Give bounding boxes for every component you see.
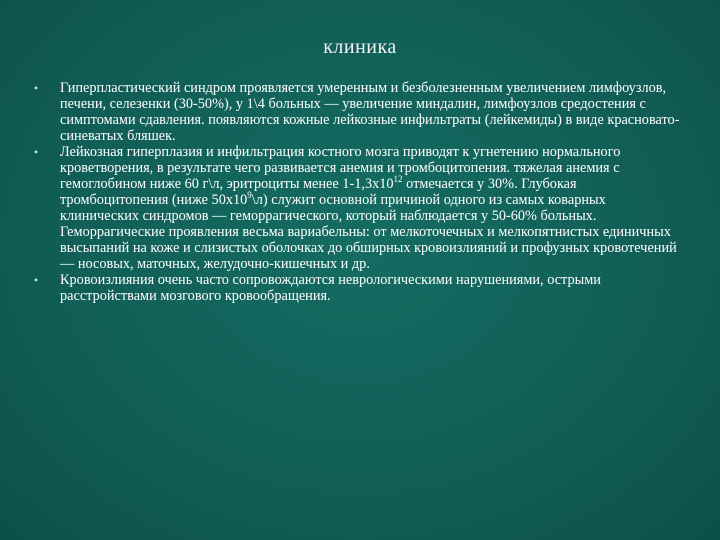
superscript-exponent-1: 12 bbox=[393, 174, 403, 185]
bullet-item-hemorrhages bbox=[30, 272, 680, 304]
bullet-text-part2: отмечается у 30%. Глубокая тромбоцитопения (ниже 50х10 bbox=[60, 176, 577, 208]
bullet-icon: • bbox=[33, 145, 39, 159]
bullet-text: Гиперпластический синдром проявляется умеренным и безболезненным увеличением лимфоузлов, печени, селезенки (30-50%), у 1\4 больных — увеличение миндалин, лимфоузлов средостения с симптомами сдавления. появляются кожные лейкозные инфильтраты (лейкемиды) в виде красновато-синеватых бляшек. bbox=[60, 80, 680, 144]
bullet-text: Кровоизлияния очень часто сопровождаются неврологическими нарушениями, острыми расстройствами мозгового кровообращения. bbox=[60, 272, 601, 304]
bullet-text-part3: \л) служит основной причиной одного из самых коварных клинических синдромов — геморрагического, который наблюдается у 50-60% больных. Геморрагические проявления весьма вариабельны: от мелкоточечных и мелкопятнистых единичных высыпаний на коже и слизистых оболочках до обширных кровоизлияний и профузных кровотечений — носовых, маточных, желудочно-кишечных и др. bbox=[60, 192, 677, 272]
bullet-item-leukemic-hyperplasia bbox=[30, 144, 680, 272]
bullet-list bbox=[30, 80, 680, 304]
bullet-icon: • bbox=[33, 273, 39, 287]
bullet-text-part1: Лейкозная гиперплазия и инфильтрация костного мозга приводят к угнетению нормального кроветворения, в результате чего развивается анемия и тромбоцитопения. тяжелая анемия с гемоглобином ниже 60 г\л, эритроциты менее 1-1,3х10 bbox=[60, 144, 621, 192]
bullet-item-hyperplastic-syndrome bbox=[30, 80, 680, 144]
slide-title: клиника bbox=[323, 36, 397, 58]
bullet-icon: • bbox=[33, 81, 39, 95]
superscript-exponent-2: 9 bbox=[247, 190, 252, 201]
